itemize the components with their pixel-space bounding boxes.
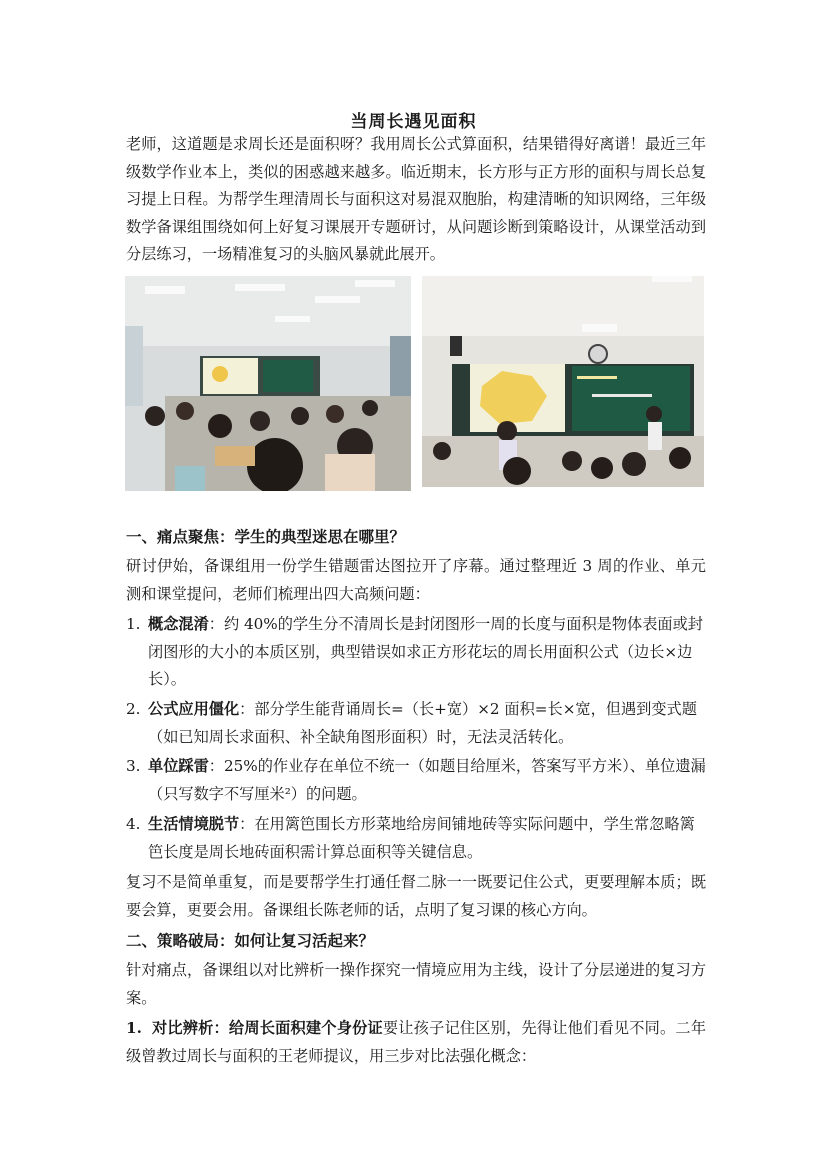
section2-lead: 针对痛点，备课组以对比辨析一操作探究一情境应用为主线，设计了分层递进的复习方案。 [126,961,706,1007]
subsection-term: 对比辨析：给周长面积建个身份证 [151,1019,383,1037]
list-text: ：部分学生能背诵周长=（长+宽）×2 面积=长×宽，但遇到变式题（如已知周长求面积、补全缺角图形面积）时，无法灵活转化。 [148,700,697,746]
section2-heading: 二、策略破局：如何让复习活起来？ [126,931,375,950]
list-term: 生活情境脱节 [148,815,240,833]
section2-subsection [126,1015,706,1070]
list-item [126,811,706,866]
list-number: 2. [126,700,141,718]
section1-heading: 一、痛点聚焦：学生的典型迷思在哪里？ [126,527,406,546]
list-item [126,696,706,751]
list-item [126,753,706,808]
list-number: 4. [126,815,141,833]
document-title: 当周长遇见面积 [350,112,477,132]
list-number: 1. [126,615,141,633]
list-term: 概念混淆 [148,615,209,633]
list-term: 公式应用僵化 [148,700,240,718]
subsection-text: 要让孩子记住区别，先得让他们看见不同。二年级曾教过周长与面积的王老师提议，用三步对比法强化概念： [126,1019,707,1065]
section1-lead: 研讨伊始，备课组用一份学生错题雷达图拉开了序幕。通过整理近 3 周的作业、单元测和课堂提问，老师们梳理出四大高频问题： [126,557,706,603]
list-text: ：25%的作业存在单位不统一（如题目给厘米，答案写平方米）、单位遗漏（只写数字不写厘米²）的问题。 [148,757,706,803]
subsection-number: 1. [126,1019,142,1037]
section1-closing: 复习不是简单重复，而是要帮学生打通任督二脉一一既要记住公式，更要理解本质；既要会算，更要会用。备课组长陈老师的话，点明了复习课的核心方向。 [126,873,706,919]
classroom-photo-left [125,276,411,491]
list-number: 3. [126,757,141,775]
list-text: ：在用篱笆围长方形菜地给房间铺地砖等实际问题中，学生常忽略篱笆长度是周长地砖面积需计算总面积等关键信息。 [148,815,695,861]
list-item [126,611,706,694]
list-term: 单位踩雷 [148,757,209,775]
classroom-photo-right [422,276,704,487]
list-text: ：约 40%的学生分不清周长是封闭图形一周的长度与面积是物体表面或封闭图形的大小的本质区别，典型错误如求正方形花坛的周长用面积公式（边长×边长）。 [148,615,703,688]
intro-paragraph: 老师，这道题是求周长还是面积呀？我用周长公式算面积，结果错得好离谱！最近三年级数学作业本上，类似的困惑越来越多。临近期末，长方形与正方形的面积与周长总复习提上日程。为帮学生理清周长与面积这对易混双胞胎，构建清晰的知识网络，三年级数学备课组围绕如何上好复习课展开专题研讨，从问题诊断到策略设计，从课堂活动到分层练习，一场精准复习的头脑风暴就此展开。 [126,135,706,263]
